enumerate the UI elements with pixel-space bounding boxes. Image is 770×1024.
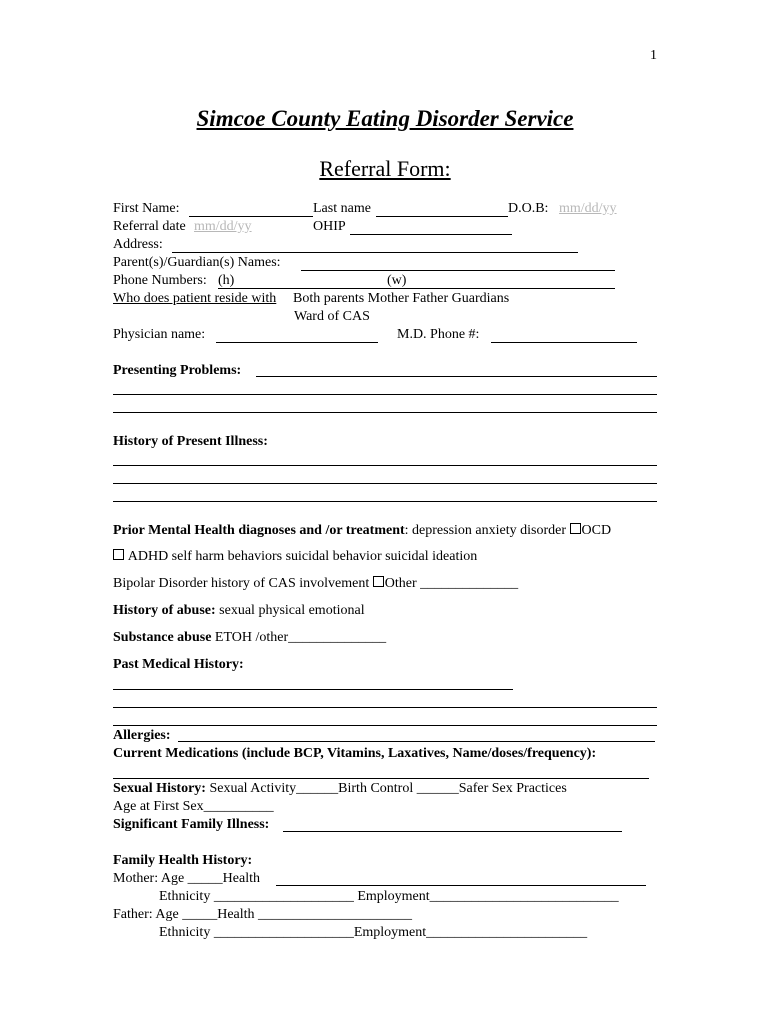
past-medical-label: Past Medical History:	[113, 657, 244, 672]
medications-field[interactable]	[113, 778, 649, 779]
mother-ethnicity-row[interactable]: Ethnicity ____________________ Employment___________________________	[159, 889, 619, 904]
last-name-field[interactable]	[376, 216, 508, 217]
presenting-problems-line-3[interactable]	[113, 412, 657, 413]
presenting-problems-label: Presenting Problems:	[113, 363, 242, 378]
presenting-problems-line-1[interactable]	[256, 376, 657, 377]
history-line-2[interactable]	[113, 483, 657, 484]
significant-family-field[interactable]	[283, 831, 622, 832]
address-field[interactable]	[172, 252, 578, 253]
resides-label: Who does patient reside with	[113, 291, 277, 306]
parents-label: Parent(s)/Guardian(s) Names:	[113, 255, 281, 270]
form-title: Simcoe County Eating Disorder Service	[196, 106, 574, 131]
prior-mental-health-label: Prior Mental Health diagnoses and /or treatment	[113, 523, 405, 538]
first-name-field[interactable]	[189, 216, 313, 217]
prior-mental-health-line-3	[113, 575, 518, 593]
ocd-checkbox[interactable]	[570, 523, 581, 534]
ohip-label: OHIP	[313, 219, 346, 234]
address-label: Address:	[113, 237, 163, 252]
referral-date-label: Referral date	[113, 219, 186, 234]
family-health-label: Family Health History:	[113, 853, 253, 868]
physician-field[interactable]	[216, 342, 378, 343]
phone-home-label: (h)	[218, 273, 235, 288]
first-name-label: First Name:	[113, 201, 180, 216]
referral-date-field[interactable]: mm/dd/yy	[194, 219, 252, 234]
allergies-label: Allergies:	[113, 728, 171, 743]
substance-options[interactable]: ETOH /other______________	[211, 630, 387, 645]
md-phone-field[interactable]	[491, 342, 637, 343]
page-number: 1	[650, 48, 657, 63]
history-present-illness-label: History of Present Illness:	[113, 434, 268, 449]
sexual-history-row	[113, 780, 567, 798]
prior-mental-health-line-1	[113, 522, 611, 540]
phone-work-label: (w)	[387, 273, 407, 288]
abuse-row	[113, 602, 365, 620]
resides-options-ward[interactable]: Ward of CAS	[294, 309, 370, 324]
abuse-options[interactable]: sexual physical emotional	[215, 603, 365, 618]
substance-label: Substance abuse	[113, 630, 212, 645]
form-subtitle: Referral Form:	[319, 156, 451, 181]
phone-field[interactable]	[218, 288, 615, 289]
mother-health-field[interactable]	[276, 885, 646, 886]
last-name-label: Last name	[313, 201, 371, 216]
father-ethnicity-row[interactable]: Ethnicity ____________________Employment_______________________	[159, 925, 588, 940]
md-phone-label: M.D. Phone #:	[397, 327, 480, 342]
history-line-3[interactable]	[113, 501, 657, 502]
resides-options[interactable]: Both parents Mother Father Guardians	[293, 291, 510, 306]
age-first-sex[interactable]: Age at First Sex__________	[113, 799, 274, 814]
past-medical-line-3[interactable]	[113, 725, 657, 726]
past-medical-line-2[interactable]	[113, 707, 657, 708]
ocd-label: OCD	[581, 523, 612, 538]
other-field[interactable]: Other ______________	[384, 576, 519, 591]
parents-field[interactable]	[301, 270, 615, 271]
medications-label: Current Medications (include BCP, Vitamins, Laxatives, Name/doses/frequency):	[113, 746, 597, 761]
prior-mental-health-options-2[interactable]: ADHD self harm behaviors suicidal behavior suicidal ideation	[127, 549, 478, 564]
dob-field[interactable]: mm/dd/yy	[559, 201, 617, 216]
abuse-label: History of abuse:	[113, 603, 216, 618]
ohip-field[interactable]	[350, 234, 512, 235]
dob-label: D.O.B:	[508, 201, 549, 216]
sexual-history-fields[interactable]: Sexual Activity______Birth Control ______Safer Sex Practices	[205, 781, 567, 796]
history-line-1[interactable]	[113, 465, 657, 466]
phone-label: Phone Numbers:	[113, 273, 207, 288]
significant-family-label: Significant Family Illness:	[113, 817, 270, 832]
prior-mental-health-options-3[interactable]: Bipolar Disorder history of CAS involvement	[113, 576, 373, 591]
past-medical-line-1[interactable]	[113, 689, 513, 690]
presenting-problems-line-2[interactable]	[113, 394, 657, 395]
father-row[interactable]: Father: Age _____Health ______________________	[113, 907, 413, 922]
mother-row[interactable]: Mother: Age _____Health	[113, 871, 260, 886]
prior-mental-health-line-2	[113, 548, 477, 566]
prior-mental-health-options[interactable]: : depression anxiety disorder	[404, 523, 570, 538]
allergies-field[interactable]	[178, 741, 655, 742]
adhd-checkbox[interactable]	[113, 549, 124, 560]
substance-row	[113, 629, 386, 647]
sexual-history-label: Sexual History:	[113, 781, 206, 796]
physician-label: Physician name:	[113, 327, 206, 342]
other-checkbox[interactable]	[373, 576, 384, 587]
